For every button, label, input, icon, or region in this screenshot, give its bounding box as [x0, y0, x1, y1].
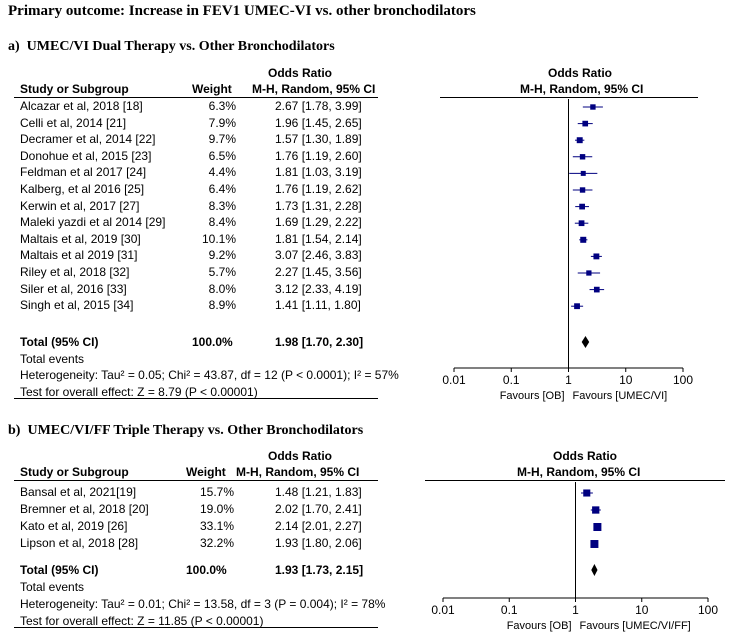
panel-a-study-ci: 1.81 [1.54, 2.14]: [275, 231, 362, 246]
panel-a-study-ci: 2.67 [1.78, 3.99]: [275, 99, 362, 113]
panel-a-study-weight: 4.4%: [208, 165, 236, 180]
panel-b-plot-group-header: Odds Ratio: [553, 449, 618, 463]
panel-a-study-name: Maltais et al 2019 [31]: [20, 248, 138, 263]
panel-b-point-estimate: [592, 506, 599, 513]
panel-a-study-name: Donohue et al, 2015 [23]: [20, 148, 152, 163]
panel-a-overall-effect: Test for overall effect: Z = 8.79 (P < 0.00001): [20, 385, 258, 399]
panel-a-plot-method-header: M-H, Random, 95% CI: [520, 82, 644, 96]
panel-b-study-weight: 32.2%: [199, 536, 234, 550]
panel-a-study-weight: 8.0%: [208, 281, 236, 296]
panel-b-total-weight: 100.0%: [186, 563, 227, 577]
panel-a-favours-right-label: Favours [UMEC/VI]: [572, 390, 668, 402]
panel-b-pooled-diamond: [591, 564, 597, 576]
panel-b-favours-right-label: Favours [UMEC/VI/FF]: [579, 620, 691, 632]
panel-b-study-name: Bremner et al, 2018 [20]: [20, 502, 149, 516]
panel-b-total-label: Total (95% CI): [20, 563, 99, 577]
panel-a-study-name: Riley et al, 2018 [32]: [20, 265, 130, 279]
panel-b-weight-header: Weight: [186, 465, 226, 479]
panel-b-point-estimate: [593, 523, 601, 531]
figure-title: Primary outcome: Increase in FEV1 UMEC-VI vs. other bronchodilators: [8, 3, 476, 19]
panel-a-study-ci: 1.76 [1.19, 2.60]: [275, 148, 362, 163]
panel-a-study-weight: 10.1%: [201, 231, 236, 246]
panel-a-x-tick-label: 0.01: [442, 373, 466, 387]
panel-a-study-name: Celli et al, 2014 [21]: [20, 115, 127, 130]
panel-b-study-name: Bansal et al, 2021[19]: [20, 485, 137, 499]
panel-a-total-weight: 100.0%: [192, 335, 233, 349]
panel-a-study-ci: 1.81 [1.03, 3.19]: [275, 165, 362, 180]
panel-a-effect-group-header: Odds Ratio: [268, 66, 333, 80]
panel-a-study-weight: 7.9%: [208, 115, 236, 130]
panel-b-heterogeneity: Heterogeneity: Tau² = 0.01; Chi² = 13.58, df = 3 (P = 0.004); I² = 78%: [20, 597, 386, 611]
panel-b-study-weight: 19.0%: [199, 502, 234, 516]
panel-b-x-tick-label: 1: [572, 603, 579, 617]
panel-a-label: a): [8, 39, 20, 54]
panel-a-weight-header: Weight: [192, 82, 232, 96]
panel-b-total-ci: 1.93 [1.73, 2.15]: [275, 563, 364, 577]
panel-b-plot-method-header: M-H, Random, 95% CI: [517, 465, 641, 479]
panel-b-study-header: Study or Subgroup: [20, 465, 129, 479]
panel-b-study-weight: 33.1%: [199, 519, 234, 533]
panel-a-study-ci: 1.57 [1.30, 1.89]: [275, 132, 362, 147]
panel-a-study-ci: 2.27 [1.45, 3.56]: [275, 265, 362, 279]
panel-a-heterogeneity: Heterogeneity: Tau² = 0.05; Chi² = 43.87, df = 12 (P < 0.0001); I² = 57%: [20, 368, 399, 382]
panel-a-study-name: Feldman et al 2017 [24]: [20, 165, 147, 180]
panel-a-x-tick-label: 100: [672, 373, 694, 387]
panel-b-overall-effect: Test for overall effect: Z = 11.85 (P < 0.00001): [20, 614, 264, 628]
panel-b-study-weight: 15.7%: [199, 485, 234, 499]
panel-b-study-name: Kato et al, 2019 [26]: [20, 519, 128, 533]
panel-b-x-tick-label: 100: [697, 603, 719, 617]
panel-a-study-weight: 9.7%: [208, 132, 236, 147]
panel-a-study-name: Siler et al, 2016 [33]: [20, 281, 127, 296]
panel-a-study-weight: 6.5%: [208, 148, 236, 163]
panel-a-study-name: Kalberg, et al 2016 [25]: [20, 182, 145, 196]
panel-b-favours-left-label: Favours [OB]: [506, 620, 572, 632]
panel-a-study-ci: 1.76 [1.19, 2.62]: [275, 182, 362, 196]
panel-b-point-estimate: [590, 540, 598, 548]
panel-a-study-ci: 3.07 [2.46, 3.83]: [275, 248, 362, 263]
panel-a-study-weight: 8.9%: [208, 298, 236, 313]
panel-a-title-text: UMEC/VI Dual Therapy vs. Other Bronchodilators: [26, 39, 335, 54]
panel-b-point-estimate: [583, 489, 590, 496]
panel-a-study-weight: 6.3%: [208, 99, 236, 113]
panel-a-study-name: Singh et al, 2015 [34]: [20, 298, 134, 313]
panel-a-study-ci: 1.69 [1.29, 2.22]: [275, 215, 362, 230]
panel-a-x-tick-label: 1: [565, 373, 572, 387]
panel-a-study-name: Maltais et al, 2019 [30]: [20, 231, 141, 246]
panel-a-study-name: Alcazar et al, 2018 [18]: [20, 99, 143, 113]
panel-b-x-tick-label: 0.1: [500, 603, 518, 617]
panel-a-study-ci: 1.41 [1.11, 1.80]: [275, 298, 361, 313]
panel-b-effect-group-header: Odds Ratio: [268, 449, 333, 463]
panel-a-total-ci: 1.98 [1.70, 2.30]: [275, 335, 364, 349]
panel-a-plot-group-header: Odds Ratio: [548, 66, 613, 80]
panel-a-study-ci: 3.12 [2.33, 4.19]: [275, 281, 362, 296]
panel-a-study-weight: 5.7%: [208, 265, 236, 279]
panel-b-x-tick-label: 10: [635, 603, 649, 617]
panel-a-study-weight: 8.3%: [208, 198, 236, 213]
panel-a-x-tick-label: 10: [619, 373, 633, 387]
panel-b-label: b): [8, 423, 21, 438]
panel-a-study-ci: 1.96 [1.45, 2.65]: [275, 115, 362, 130]
panel-b-study-ci: 2.02 [1.70, 2.41]: [275, 502, 362, 516]
panel-b-study-ci: 1.93 [1.80, 2.06]: [275, 536, 362, 550]
panel-b-study-ci: 1.48 [1.21, 1.83]: [275, 485, 362, 499]
panel-a-study-ci: 1.73 [1.31, 2.28]: [275, 198, 362, 213]
panel-a-x-tick-label: 0.1: [502, 373, 520, 387]
panel-a-study-header: Study or Subgroup: [20, 82, 129, 96]
panel-a-study-name: Decramer et al, 2014 [22]: [20, 132, 156, 147]
panel-b-title-text: UMEC/VI/FF Triple Therapy vs. Other Bronchodilators: [27, 423, 364, 438]
panel-a-study-name: Maleki yazdi et al 2014 [29]: [20, 215, 166, 230]
panel-b-effect-method-header: M-H, Random, 95% CI: [236, 465, 360, 479]
panel-a-effect-method-header: M-H, Random, 95% CI: [252, 82, 376, 96]
panel-a-study-weight: 6.4%: [208, 182, 236, 196]
panel-b-study-ci: 2.14 [2.01, 2.27]: [275, 519, 362, 533]
panel-a-total-label: Total (95% CI): [20, 335, 99, 349]
panel-b-study-name: Lipson et al, 2018 [28]: [20, 536, 139, 550]
panel-b-x-tick-label: 0.01: [431, 603, 455, 617]
panel-a-study-weight: 9.2%: [208, 248, 236, 263]
panel-a-study-name: Kerwin et al, 2017 [27]: [20, 198, 140, 213]
panel-b-total-events: Total events: [20, 580, 85, 594]
panel-a-total-events: Total events: [20, 352, 85, 366]
panel-a-study-weight: 8.4%: [208, 215, 236, 230]
panel-a-favours-left-label: Favours [OB]: [499, 390, 565, 402]
